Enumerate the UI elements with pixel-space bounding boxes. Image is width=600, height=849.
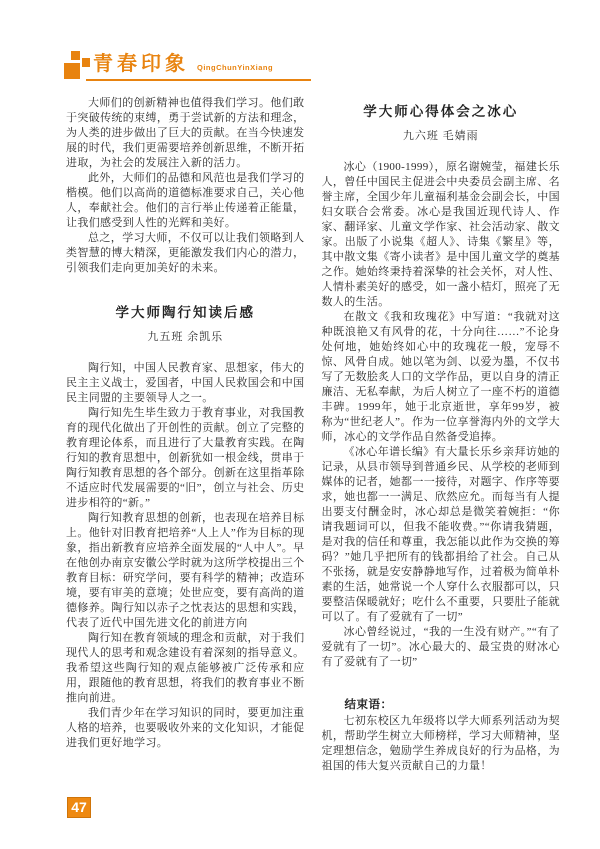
paragraph: 此外，大师们的品德和风范也是我们学习的楷模。他们以高尚的道德标准要求自己，关心他人，奉献社会。他们的言行举止传递着正能量，让我们感受到人性的光辉和美好。 bbox=[66, 172, 305, 229]
left-column bbox=[66, 96, 305, 774]
masthead bbox=[93, 51, 273, 77]
paragraph: 总之，学习大师，不仅可以让我们领略到人类智慧的博大精深，更能激发我们内心的潜力，引领我们走向更加美好的未来。 bbox=[66, 232, 305, 274]
paragraph: 我们青少年在学习知识的同时，要更加注重人格的培养，也要吸收外来的文化知识，才能促进我们更好地学习。 bbox=[66, 707, 305, 749]
paragraph: 陶行知在教育领域的理念和贡献，对于我们现代人的思考和观念建设有着深刻的指导意义。我希望这些陶行知的观点能够被广泛传承和应用，跟随他的教育思想，将我们的教育事业不断推向前进。 bbox=[66, 632, 305, 704]
content-columns bbox=[66, 96, 560, 774]
magazine-subtitle: QingChunYinXiang bbox=[197, 63, 274, 72]
paragraph: 陶行知先生毕生致力于教育事业，对我国教育的现代化做出了开创性的贡献。创立了完整的教育理论体系，而且进行了大量教育实践。在陶行知的教育思想中，创新犹如一根金线，贯串于陶行知教育思想的各个部分。创新在这里指革除不适应时代发展需要的“旧”，创立与社会、历史进步相符的“新。” bbox=[66, 407, 305, 509]
paragraph: 在散文《我和玫瑰花》中写道：“我就对这种既浪艳又有风骨的花，十分向往……”不论身处何地，她始终如心中的玫瑰花一般，宠辱不惊、风骨自成。她以笔为剑、以爱为墨，不仅书写了无数脍炙人口的文学作品，更以自身的清正廉洁、无私奉献，为后人树立了一座不朽的道德丰碑。1999年，她于北京逝世，享年99岁，被称为“世纪老人”。作为一位享誉海内外的文学大师，冰心的文学作品自然备受追捧。 bbox=[321, 311, 560, 443]
paragraph: 《冰心年谱长编》有大量长乐乡亲拜访她的记录，从县市领导到普通乡民、从学校的老师到媒体的记者，她都一一接待，对题字、作序等要求，她也都一一满足、欣然应允。而每当有人提出要支付酬金时，冰心却总是微笑着婉拒：“你请我题词可以，但我不能收费。”“你请我猜题，是对我的信任和尊重，我怎能以此作为交换的筹码？”她几乎把所有的钱都捐给了社会。自己从不张扬，就是安安静静地写作，过着极为简单朴素的生活，她常说一个人穿什么衣服都可以，只要整洁保暖就好；吃什么不重要，只要肚子能就可以了。有了爱就有了一切” bbox=[321, 446, 560, 623]
header-rule bbox=[86, 79, 311, 81]
logo-square-big bbox=[64, 63, 80, 79]
logo-square-top bbox=[71, 51, 80, 60]
logo-square-right bbox=[82, 58, 90, 67]
paragraph: 陶行知，中国人民教育家、思想家，伟大的民主主义战士，爱国者，中国人民救国会和中国民主同盟的主要领导人之一。 bbox=[66, 362, 305, 404]
paragraph: 陶行知教育思想的创新，也表现在培养目标上。他针对旧教育把培养“人上人”作为目标的现象，指出新教育应培养全面发展的“人中人”。早在他创办南京安徽公学时就为这所学校提出三个教育目标：研究学问，要有科学的精神；改造环境，要有审美的意境；处世应变，要有高尚的道德修养。陶行知以赤子之忱表达的思想和实践，代表了近代中国先进文化的前进方向 bbox=[66, 512, 305, 629]
paragraph: 冰心（1900-1999），原名谢婉莹，福建长乐人，曾任中国民主促进会中央委员会副主席、名誉主席，全国少年儿童福利基金会副会长，中国妇女联合会常委。冰心是我国近现代诗人、作家、翻译家、儿童文学作家、社会活动家、散文家。出版了小说集《超人》、诗集《繁星》等，其中散文集《寄小读者》是中国儿童文学的奠基之作。她始终秉持着深挚的社会关怀，对人性、人情朴素美好的感受，如一盏小桔灯，照亮了无数人的生活。 bbox=[321, 161, 560, 308]
right-column bbox=[322, 96, 561, 774]
article-title-taoxingzhi: 学大师陶行知读后感 bbox=[115, 305, 255, 320]
paragraph: 大师们的创新精神也值得我们学习。他们敢于突破传统的束缚，勇于尝试新的方法和理念，为人类的进步做出了巨大的贡献。在当今快速发展的时代，我们更需要培养创新思维，不断开拓进取，为社会的发展注入新的活力。 bbox=[66, 97, 305, 169]
article-byline: 九五班 余凯乐 bbox=[147, 331, 224, 343]
article-title-bingxin: 学大师心得体会之冰心 bbox=[363, 104, 519, 119]
page-number-badge: 47 bbox=[67, 797, 91, 818]
closing-paragraph: 七初东校区九年级将以学大师系列活动为契机，帮助学生树立大师榜样，学习大师精神，坚定理想信念，勉励学生养成良好的行为品格，为祖国的伟大复兴贡献自己的力量！ bbox=[321, 715, 560, 772]
magazine-title: 青春印象 bbox=[93, 53, 189, 75]
logo-blocks-icon bbox=[64, 50, 91, 81]
closing-heading: 结束语： bbox=[344, 699, 393, 711]
page-header bbox=[64, 49, 560, 91]
paragraph: 冰心曾经说过，“我的一生没有财产。”“有了爱就有了一切”。冰心最大的、最宝贵的财冰心有了爱就有了一切” bbox=[321, 626, 560, 668]
article-byline: 九六班 毛婧雨 bbox=[402, 130, 479, 142]
